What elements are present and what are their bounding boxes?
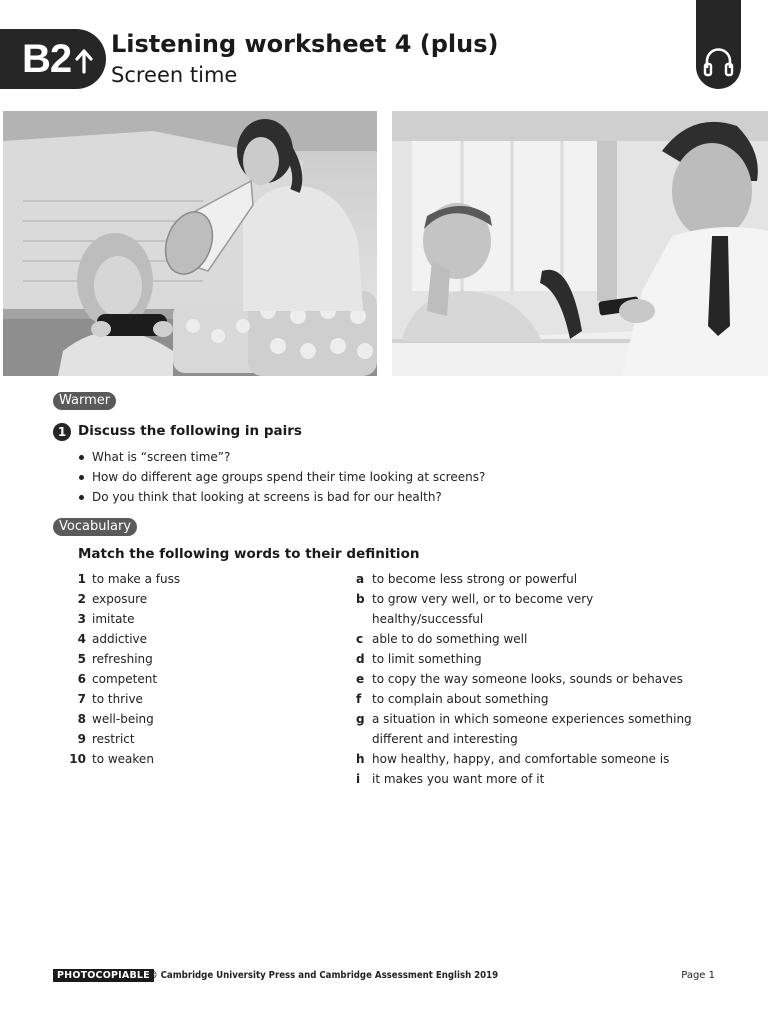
- definition-item: h how healthy, happy, and comfortable someone is: [356, 752, 670, 766]
- definition-item: f to complain about something: [356, 692, 549, 706]
- warmer-heading: Discuss the following in pairs: [78, 423, 302, 439]
- level-text: B2: [22, 36, 72, 81]
- up-arrow-icon: [75, 48, 93, 74]
- definition-item: c able to do something well: [356, 632, 528, 646]
- vocabulary-label: Vocabulary: [53, 518, 137, 536]
- headphones-icon: [702, 44, 735, 78]
- photocopiable-badge: PHOTOCOPIABLE: [53, 969, 154, 982]
- warmer-bullet-list: [78, 447, 485, 507]
- listening-tab: [696, 0, 741, 89]
- word-item: 6 competent: [77, 672, 158, 686]
- photo-girl-and-mother: [3, 111, 377, 376]
- page-subtitle: Screen time: [111, 63, 238, 87]
- page-title: Listening worksheet 4 (plus): [111, 30, 499, 58]
- word-item: 7 to thrive: [77, 692, 143, 706]
- level-badge: [0, 29, 106, 89]
- photo-boy-and-father: [392, 111, 768, 376]
- word-item: 1 to make a fuss: [77, 572, 181, 586]
- vocabulary-heading: Match the following words to their definition: [78, 546, 420, 562]
- definition-item: d to limit something: [356, 652, 482, 666]
- word-item: 4 addictive: [77, 632, 148, 646]
- word-item: 9 restrict: [77, 732, 135, 746]
- word-item: 5 refreshing: [77, 652, 153, 666]
- definition-item: e to copy the way someone looks, sounds or behaves: [356, 672, 683, 686]
- word-item: 2 exposure: [77, 592, 148, 606]
- definition-item: a to become less strong or powerful: [356, 572, 578, 586]
- definition-item: b to grow very well, or to become very healthy/successful: [356, 592, 594, 626]
- question-number-badge: 1: [53, 423, 71, 441]
- word-item: 8 well-being: [77, 712, 154, 726]
- warmer-label: Warmer: [53, 392, 116, 410]
- page-number: Page 1: [681, 970, 715, 981]
- word-item: 10 to weaken: [69, 752, 154, 766]
- definition-list: [356, 569, 706, 789]
- definition-item: i it makes you want more of it: [356, 772, 545, 786]
- page-footer: [53, 968, 715, 984]
- definition-item: g a situation in which someone experiences something different and interesting: [356, 712, 692, 746]
- word-list: [60, 569, 180, 769]
- bullet-item: How do different age groups spend their time looking at screens?: [78, 467, 485, 487]
- copyright-text: © Cambridge University Press and Cambridge Assessment English 2019: [149, 970, 499, 981]
- bullet-item: What is “screen time”?: [78, 447, 485, 467]
- word-item: 3 imitate: [77, 612, 135, 626]
- bullet-item: Do you think that looking at screens is bad for our health?: [78, 487, 485, 507]
